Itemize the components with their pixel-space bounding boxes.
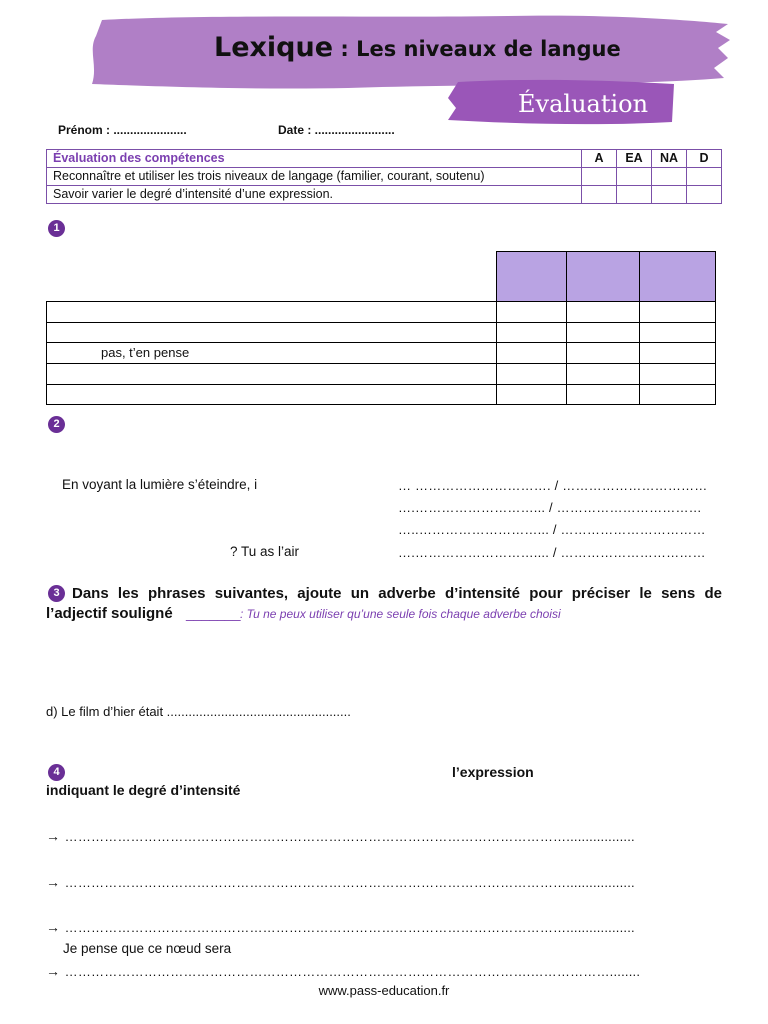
answer-cell[interactable] — [566, 322, 640, 343]
answer-cell[interactable] — [639, 342, 716, 364]
page-title — [214, 32, 621, 63]
title-colon: : — [333, 37, 357, 61]
answer-cell[interactable] — [496, 363, 567, 385]
evaluation-tag: Évaluation — [518, 90, 649, 118]
col-ea: EA — [617, 150, 652, 168]
ex4-answer-row — [46, 874, 635, 892]
date-field[interactable]: Date : ........................ — [278, 123, 395, 137]
grade-cell[interactable] — [687, 186, 722, 204]
row-text: pas, t’en pense — [101, 345, 190, 360]
title-main: Lexique — [214, 32, 334, 63]
table-row — [46, 322, 497, 343]
ex4-fragment: l’expression — [452, 764, 534, 780]
exercise-4-number: 4 — [48, 764, 65, 781]
answer-cell[interactable] — [566, 342, 640, 364]
competence-header: Évaluation des compétences — [47, 150, 582, 168]
ex2-answer-line[interactable]: ….………………………... / …………………………… — [398, 500, 702, 515]
table-row — [46, 384, 497, 405]
exercise-1-number: 1 — [48, 220, 65, 237]
table-row — [47, 168, 722, 186]
grade-cell[interactable] — [652, 168, 687, 186]
answer-cell[interactable] — [496, 342, 567, 364]
ex4-answer-line[interactable]: …………………………………………………………………………………………………….................. — [64, 829, 635, 844]
ex4-answer-line[interactable]: …………………………………………………………………………………………………….................. — [64, 875, 635, 890]
answer-cell[interactable] — [639, 322, 716, 343]
answer-cell[interactable] — [639, 384, 716, 405]
ex3-item-d[interactable]: d) Le film d’hier était ................................................... — [46, 704, 351, 719]
table-row — [47, 186, 722, 204]
answer-cell[interactable] — [496, 384, 567, 405]
grade-cell[interactable] — [617, 186, 652, 204]
ex2-sentence: En voyant la lumière s’éteindre, i — [62, 477, 258, 492]
ex4-fragment-2: indiquant le degré d’intensité — [46, 782, 241, 798]
ex4-answer-row — [46, 828, 635, 846]
title-sub: Les niveaux de langue — [356, 37, 621, 61]
answer-cell[interactable] — [639, 363, 716, 385]
exercise-2-number: 2 — [48, 416, 65, 433]
arrow-icon: → — [46, 919, 61, 935]
answer-cell[interactable] — [566, 384, 640, 405]
answer-cell[interactable] — [496, 301, 567, 323]
ex4-answer-line[interactable]: …………………………………………………………………………………………………….................. — [64, 920, 635, 935]
competence-2: Savoir varier le degré d’intensité d’une expression. — [47, 186, 582, 204]
competence-table — [46, 149, 722, 204]
answer-cell[interactable] — [566, 301, 640, 323]
ex2-answer-line[interactable]: …..………………………... / …………………………… — [398, 522, 706, 537]
table-row — [46, 363, 497, 385]
ex4-answer-row — [46, 919, 635, 937]
ex2-answer-line[interactable]: … …………………………. / …………………………… — [398, 478, 708, 493]
grade-cell[interactable] — [617, 168, 652, 186]
footer-url[interactable]: www.pass-education.fr — [318, 983, 450, 998]
grade-cell[interactable] — [687, 168, 722, 186]
ex4-prompt: Je pense que ce nœud sera — [63, 941, 232, 956]
arrow-icon: → — [46, 963, 61, 979]
ex2-answer-line[interactable]: ….……………………….... / …………………………… — [398, 545, 706, 560]
exercise-1-table — [46, 251, 716, 405]
ex3-instruction-2: l’adjectif souligné — [46, 605, 173, 622]
grade-cell[interactable] — [582, 168, 617, 186]
answer-cell[interactable] — [639, 301, 716, 323]
ex4-answer-row — [46, 963, 640, 981]
exercise-3-number: 3 — [48, 585, 65, 602]
ex4-answer-line[interactable]: …………………………………………………………………………………………….………………........ — [64, 964, 641, 979]
header-cell — [496, 251, 567, 302]
answer-cell[interactable] — [496, 322, 567, 343]
col-a: A — [582, 150, 617, 168]
arrow-icon: → — [46, 828, 61, 844]
header-cell — [566, 251, 640, 302]
underline-sample: _______ — [186, 605, 241, 621]
table-row — [46, 301, 497, 323]
ex3-instruction: Dans les phrases suivantes, ajoute un adverbe d’intensité pour préciser le sens de — [72, 585, 722, 602]
table-row — [47, 150, 722, 168]
arrow-icon: → — [46, 874, 61, 890]
competence-1: Reconnaître et utiliser les trois niveaux de langage (familier, courant, soutenu) — [47, 168, 582, 186]
header-cell — [639, 251, 716, 302]
ex3-note: : Tu ne peux utiliser qu’une seule fois chaque adverbe choisi — [240, 607, 561, 621]
ex2-sentence: ? Tu as l’air — [230, 544, 300, 559]
grade-cell[interactable] — [652, 186, 687, 204]
col-d: D — [687, 150, 722, 168]
prenom-field[interactable]: Prénom : ...................... — [58, 123, 187, 137]
col-na: NA — [652, 150, 687, 168]
grade-cell[interactable] — [582, 186, 617, 204]
table-row — [46, 342, 497, 364]
answer-cell[interactable] — [566, 363, 640, 385]
